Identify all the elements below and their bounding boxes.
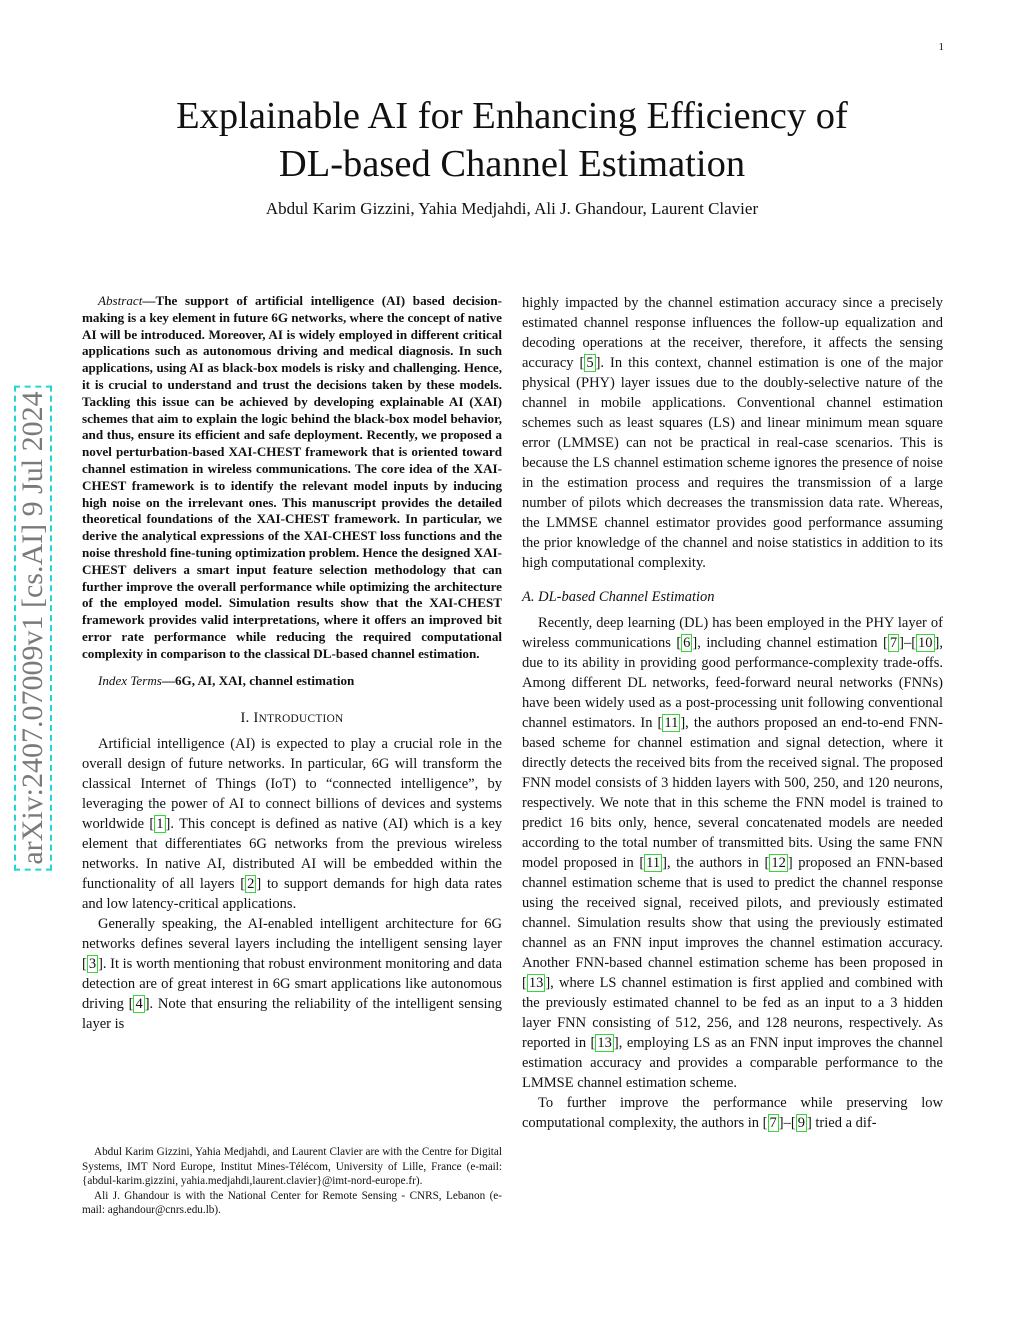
citation-link[interactable]: 13 [528,975,544,991]
text-run: ] to support demands for high data rates and low latency-critical applications. [82,876,502,913]
dl-paragraph-1 [522,613,943,1093]
abstract [82,293,502,663]
section-number: I. [240,710,254,727]
text-run: ], the authors proposed an end-to-end FNN-based scheme for channel estimation and signal detection, where it directly detects the received bits from the received signal. The proposed FNN model consists of 3 hidden layers with 500, 250, and 120 neurons, respectively. We note that in this scheme the FNN model is trained to predict 16 bits only, hence, several concatenated models are needed according to the total number of transmitted bits. Using the same FNN model proposed in [ [522,715,943,871]
citation-link[interactable]: 13 [597,1035,612,1051]
text-run: ]. This concept is defined as native (AI) which is a key element that differentiates 6G networks from the previous wireless networks. In native AI, distributed AI will be embedded within the functionality of all layers [ [82,816,503,893]
text-run: ], employing LS as an FNN input improves the channel estimation accuracy and provides a comparable performance to the LMMSE channel estimation scheme. [522,1035,943,1091]
text-run: ] proposed an FNN-based channel estimation scheme that is used to predict the channel response using the received signal, received pilots, and previously estimated channel. Simulation results show that using the previously estimated channel as an FNN input improves the channel estimation accuracy. Another FNN-based channel estimation scheme has been proposed in [ [522,855,943,991]
citation-link[interactable]: 6 [683,635,691,651]
text-run: Generally speaking, the AI-enabled intelligent architecture for 6G networks defines several layers including the intelligent sensing layer [ [82,916,502,973]
index-terms [82,673,502,690]
section-title-rest: NTRODUCTION [258,713,344,726]
abstract-label: Abstract [98,293,143,308]
citation-link[interactable]: 12 [771,855,786,871]
citation-link[interactable]: 11 [664,715,679,731]
author-footnotes [82,1145,502,1218]
intro-paragraph-2-continued [522,293,943,573]
intro-paragraph-1 [82,734,502,914]
dl-paragraph-2 [522,1093,943,1133]
subsection-heading-dl-channel-estimation: A. DL-based Channel Estimation [522,589,715,605]
text-run: Artificial intelligence (AI) is expected to play a crucial role in the overall design of future networks. In particular, 6G will transform the classical Internet of Things (IoT) to “connected intelligence”, by leveraging the power of AI to connect billions of devices and systems worldwide [ [82,736,502,833]
arxiv-identifier-text: arXiv:2407.07009v1 [cs.AI] 9 Jul 2024 [14,385,52,870]
text-run: To further improve the performance while preserving low computational complexity, the authors in [ [522,1095,943,1131]
paper-title [0,92,1024,188]
text-run: ]. In this context, channel estimation is one of the major physical (PHY) layer issues due to the doubly-selective nature of the channel in mobile applications. Conventional channel estimation schemes such as least squares (LS) and linear minimum mean square error (LMMSE) can not be practical in real-case scenarios. This is because the LS channel estimation scheme ignores the presence of noise in the estimation process and requires the transmission of a large number of pilots which decreases the transmission data rate. Whereas, the LMMSE channel estimator provides good performance assuming the prior knowledge of the channel and noise statistics in addition to its high computational complexity. [522,355,943,571]
page-number: 1 [938,41,944,53]
paper-title-line-2: DL-based Channel Estimation [278,143,746,185]
citation-link[interactable]: 10 [918,635,933,651]
abstract-text: —The support of artificial intelligence (AI) based decision-making is a key element in future 6G networks, where the concept of native AI will be introduced. Moreover, AI is widely employed in different critical applications such as autonomous driving and medical diagnosis. In such applications, using AI as black-box models is risky and challenging. Hence, it is crucial to understand and trust the decisions taken by these models. Tackling this issue can be achieved by developing explainable AI (XAI) schemes that aim to explain the logic behind the black-box model behavior, and thus, ensure its efficient and safe deployment. Recently, we proposed a novel perturbation-based XAI-CHEST framework that is oriented toward channel estimation in wireless communications. The core idea of the XAI-CHEST framework is to identify the relevant model inputs by inducing high noise on the irrelevant ones. This manuscript provides the detailed theoretical foundations of the XAI-CHEST framework. In particular, we derive the analytical expressions of the XAI-CHEST loss functions and the noise threshold fine-tuning optimization problem. Hence the designed XAI-CHEST delivers a smart input feature selection methodology that can further improve the overall performance while optimizing the architecture of the employed model. Simulation results show that the XAI-CHEST framework provides valid interpretations, where it offers an improved bit error rate performance while reducing the required computational complexity in comparison to the classical DL-based channel estimation. [82,293,502,661]
citation-link[interactable]: 1 [156,816,164,833]
footnote-affiliation-1: Abdul Karim Gizzini, Yahia Medjahdi, and Laurent Clavier are with the Centre for Digital Systems, IMT Nord Europe, Institut Mines-Télécom, University of Lille, France (e-mail: {abdul-karim.gizzini, yahia.medjahdi,laurent.clavier}@imt-nord-europe.fr). [82,1146,502,1187]
footnote-affiliation-2: Ali J. Ghandour is with the National Center for Remote Sensing - CNRS, Lebanon (e-mail: aghandour@cnrs.edu.lb). [82,1189,502,1216]
arxiv-identifier-stamp[interactable] [13,350,53,905]
text-run: highly impacted by the channel estimation accuracy since a precisely estimated channel response influences the follow-up equalization and decoding operations at the receiver, therefore, it affects the sensing accuracy [ [522,295,943,371]
citation-link[interactable]: 4 [135,996,143,1013]
right-column [522,293,943,1133]
text-run: Recently, deep learning (DL) has been employed in the PHY layer of wireless communications [ [522,615,943,651]
author-list: Abdul Karim Gizzini, Yahia Medjahdi, Ali J. Ghandour, Laurent Clavier [265,199,759,218]
citation-link[interactable]: 3 [88,956,97,973]
index-terms-text: —6G, AI, XAI, channel estimation [161,672,355,688]
text-run: ] tried a dif- [806,1115,877,1131]
paper-title-line-1: Explainable AI for Enhancing Efficiency of [176,95,848,137]
citation-link[interactable]: 2 [247,876,255,893]
text-run: ], where LS channel estimation is first applied and combined with the previously estimated channel to be fed as an input to a 3 hidden layer FNN consisting of 512, 256, and 128 neurons, respectively. As reported in [ [522,975,943,1051]
citation-link[interactable]: 11 [646,855,661,871]
section-heading-introduction [82,710,502,727]
citation-link[interactable]: 7 [889,635,898,651]
text-run: ]. Note that ensuring the reliability of the intelligent sensing layer is [82,996,502,1033]
index-terms-label: Index Terms [98,672,162,688]
text-run: ], including channel estimation [ [692,635,888,651]
left-column [82,293,502,1034]
citation-link[interactable]: 5 [586,355,594,371]
text-run: ]. It is worth mentioning that robust environment monitoring and data detection are of great interest in 6G smart applications like autonomous driving [ [82,956,503,1013]
intro-paragraph-2 [82,914,502,1034]
text-run: ]–[ [899,635,917,651]
citation-link[interactable]: 7 [769,1115,777,1131]
text-run: ], due to its ability in providing good performance-complexity trade-offs. Among different DL networks, feed-forward neural networks (FNNs) have been widely used as a post-processing unit following conventional channel estimators. In [ [522,635,944,731]
text-run: ]–[ [778,1115,796,1131]
citation-link[interactable]: 9 [797,1115,805,1131]
section-initial: I [253,710,259,727]
text-run: ], the authors in [ [662,855,770,871]
